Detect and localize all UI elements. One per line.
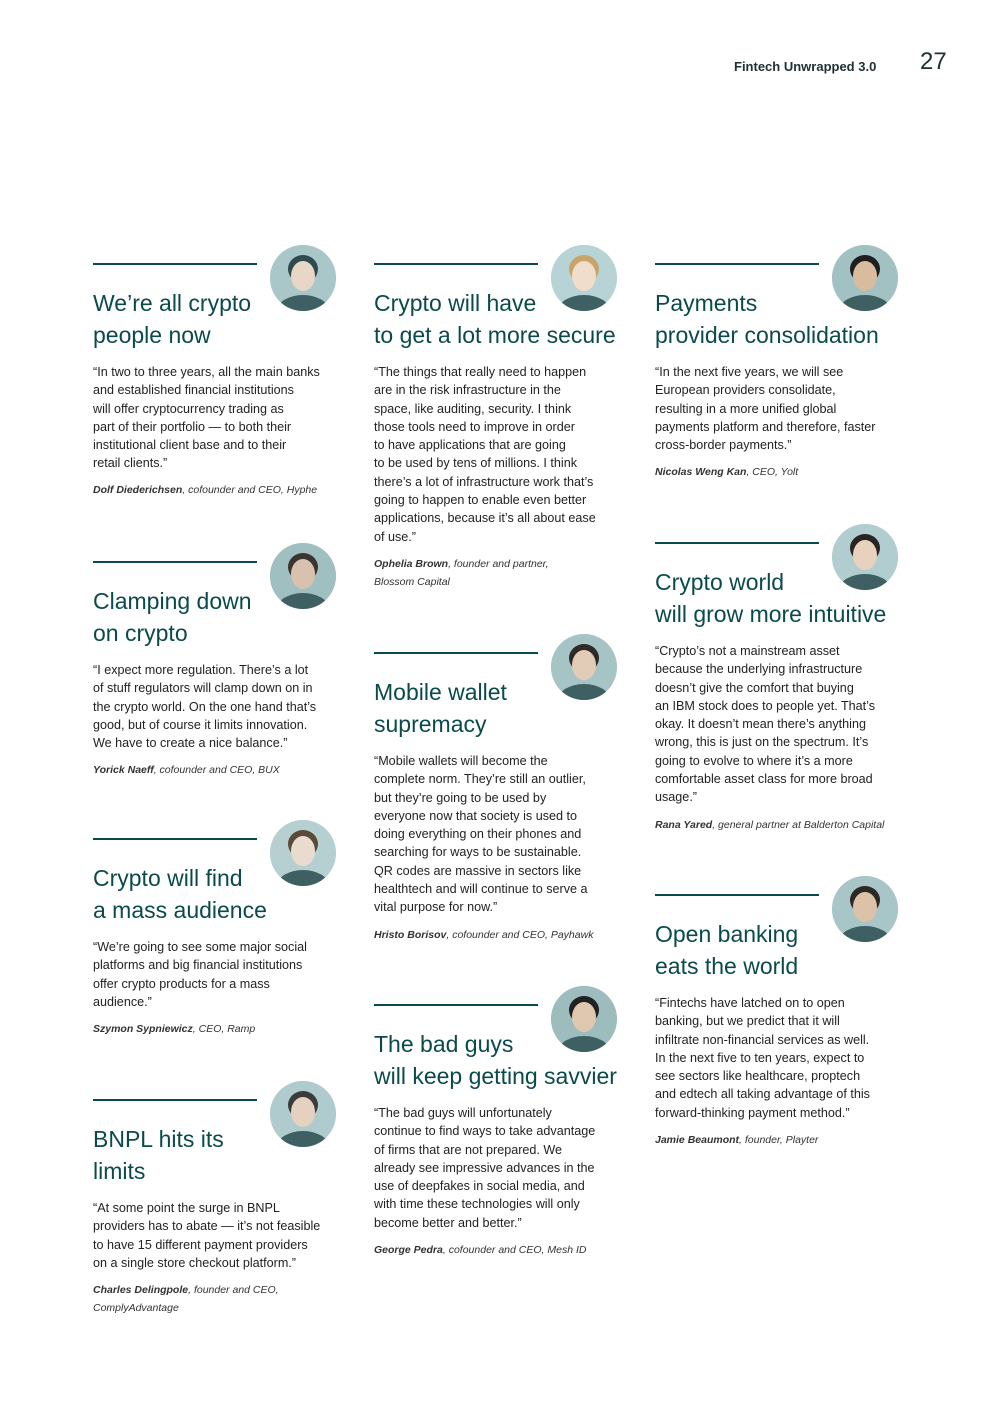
attribution [655, 1131, 901, 1149]
speaker-role: , general partner at Balderton Capital [712, 819, 885, 831]
divider-rule [374, 263, 538, 265]
speaker-name: Charles Delingpole [93, 1284, 189, 1296]
quote-line: payments platform and therefore, faster [655, 419, 876, 434]
header-title: Fintech Unwrapped 3.0 [734, 59, 877, 74]
heading-line: We’re all crypto [93, 290, 252, 316]
divider-rule [655, 894, 819, 896]
heading-line: supremacy [374, 711, 487, 737]
quote-line: “The bad guys will unfortunately [374, 1106, 552, 1120]
card-heading [93, 585, 339, 649]
attribution [93, 1020, 339, 1038]
quote-line: audience.” [93, 994, 152, 1009]
quote-line: “The things that really need to happen [374, 365, 587, 379]
divider-rule [374, 652, 538, 654]
speaker-name: Dolf Diederichsen [93, 484, 183, 496]
quote-line: to be used by tens of millions. I think [374, 456, 578, 471]
speaker-name: Jamie Beaumont [655, 1134, 740, 1146]
quote-text [655, 994, 899, 1122]
quote-line: providers has to abate — it’s not feasible [93, 1219, 321, 1234]
quote-line: offer crypto products for a mass [93, 976, 270, 991]
quote-line: banking, but we predict that it will [655, 1014, 840, 1029]
quote-line: okay. It doesn’t mean there’s anything [655, 717, 866, 732]
attribution [93, 1281, 293, 1318]
divider-rule [93, 561, 257, 563]
quote-line: comfortable asset class for more broad [655, 772, 873, 787]
heading-line: The bad guys [374, 1031, 514, 1057]
speaker-role: , cofounder and CEO, Hyphe [182, 484, 318, 496]
quote-line: on a single store checkout platform.” [93, 1255, 297, 1270]
quote-line: and edtech all taking advantage of this [655, 1087, 870, 1102]
quote-line: In the next five to ten years, expect to [655, 1050, 865, 1065]
speaker-role: , founder and partner, Blossom Capital [374, 558, 549, 589]
quote-text [374, 363, 618, 546]
quote-line: going to evolve to where it’s a more [655, 753, 853, 768]
quote-line: to have applications that are going [374, 438, 566, 453]
speaker-name: Ophelia Brown [374, 558, 449, 570]
quote-text [374, 752, 618, 917]
quote-line: “Fintechs have latched on to open [655, 996, 845, 1010]
quote-line: applications, because it’s all about ease [374, 511, 596, 526]
quote-line: healthtech and will continue to serve a [374, 882, 588, 897]
speaker-name: George Pedra [374, 1244, 443, 1256]
heading-line: will grow more intuitive [655, 601, 887, 627]
divider-rule [655, 263, 819, 265]
divider-rule [374, 1004, 538, 1006]
speaker-name: Hristo Borisov [374, 929, 447, 941]
quote-line: complete norm. They’re still an outlier, [374, 772, 586, 787]
quote-text [374, 1104, 618, 1232]
heading-line: people now [93, 322, 211, 348]
heading-line: Open banking [655, 921, 799, 947]
attribution [374, 555, 574, 592]
quote-line: infiltrate non-financial services as well. [655, 1032, 870, 1047]
quote-line: European providers consolidate, [655, 383, 836, 398]
quote-line: “Crypto’s not a mainstream asset [655, 644, 840, 658]
quote-line: resulting in a more unified global [655, 401, 837, 416]
quote-line: there’s a lot of infrastructure work that’s [374, 474, 594, 489]
quote-line: “I expect more regulation. There’s a lot [93, 663, 309, 677]
quote-line: everyone now that society is used to [374, 808, 578, 823]
speaker-role: , CEO, Ramp [192, 1023, 256, 1035]
quote-text [93, 661, 337, 752]
quote-line: the crypto world. On the one hand that’s [93, 699, 317, 714]
page-number: 27 [920, 48, 947, 75]
divider-rule [655, 542, 819, 544]
card-heading [93, 862, 339, 926]
card-heading [655, 918, 901, 982]
quote-line: forward-thinking payment method.” [655, 1105, 850, 1120]
quote-line: continue to find ways to take advantage [374, 1124, 596, 1139]
speaker-name: Yorick Naeff [93, 764, 154, 776]
heading-line: limits [93, 1158, 146, 1184]
quote-line: with time these technologies will only [374, 1197, 580, 1212]
speaker-name: Nicolas Weng Kan [655, 466, 747, 478]
quote-line: of use.” [374, 529, 416, 544]
quote-line: to have 15 different payment providers [93, 1237, 308, 1252]
quote-line: institutional client base and to their [93, 438, 287, 453]
attribution [655, 816, 915, 834]
quote-line: vital purpose for now.” [374, 900, 498, 915]
quote-line: retail clients.” [93, 456, 168, 471]
heading-line: will keep getting savvier [374, 1063, 617, 1089]
quote-line: use of deepfakes in social media, and [374, 1179, 585, 1194]
quote-line: an IBM stock does to people yet. That’s [655, 698, 876, 713]
speaker-role: , cofounder and CEO, BUX [153, 764, 280, 776]
heading-line: to get a lot more secure [374, 322, 616, 348]
divider-rule [93, 263, 257, 265]
quote-line: of firms that are not prepared. We [374, 1142, 563, 1157]
quote-line: because the underlying infrastructure [655, 662, 863, 677]
quote-line: of stuff regulators will clamp down on in [93, 681, 313, 696]
quote-line: “We’re going to see some major social [93, 940, 307, 954]
speaker-role: , CEO, Yolt [746, 466, 799, 478]
quote-line: QR codes are massive in sectors like [374, 863, 582, 878]
speaker-name: Szymon Sypniewicz [93, 1023, 193, 1035]
heading-line: Payments [655, 290, 758, 316]
quote-line: wrong, this is just on the spectrum. It’s [655, 735, 869, 750]
quote-line: already see impressive advances in the [374, 1160, 595, 1175]
card-heading [93, 287, 339, 351]
card-heading [655, 287, 901, 351]
card-heading [374, 676, 620, 740]
quote-line: “In two to three years, all the main banks [93, 365, 320, 379]
quote-text [93, 1199, 337, 1272]
quote-text [93, 363, 337, 473]
divider-rule [93, 838, 257, 840]
quote-line: but they’re going to be used by [374, 790, 547, 805]
quote-line: and established financial institutions [93, 383, 294, 398]
quote-line: will offer cryptocurrency trading as [93, 401, 284, 416]
quote-line: space, like auditing, security. I think [374, 401, 572, 416]
speaker-role: , founder, Playter [739, 1134, 819, 1146]
attribution [374, 926, 620, 944]
heading-line: on crypto [93, 620, 188, 646]
divider-rule [93, 1099, 257, 1101]
quote-text [93, 938, 337, 1011]
quote-line: those tools need to improve in order [374, 419, 575, 434]
speaker-role: , founder and CEO, ComplyAdvantage [93, 1284, 279, 1315]
quote-line: We have to create a nice balance.” [93, 736, 288, 751]
attribution [374, 1241, 620, 1259]
quote-line: platforms and big financial institutions [93, 958, 303, 973]
quote-line: “In the next five years, we will see [655, 365, 844, 379]
heading-line: Mobile wallet [374, 679, 507, 705]
quote-line: are in the risk infrastructure in the [374, 383, 561, 398]
quote-line: become better and better.” [374, 1215, 522, 1230]
heading-line: a mass audience [93, 897, 267, 923]
quote-line: “At some point the surge in BNPL [93, 1201, 280, 1215]
quote-text [655, 642, 899, 807]
attribution [93, 481, 339, 499]
attribution [93, 761, 339, 779]
heading-line: BNPL hits its [93, 1126, 224, 1152]
quote-line: usage.” [655, 790, 698, 805]
quote-line: good, but of course it limits innovation. [93, 717, 308, 732]
quote-text [655, 363, 899, 454]
card-heading [93, 1123, 339, 1187]
attribution [655, 463, 901, 481]
card-heading [655, 566, 901, 630]
heading-line: Crypto will have [374, 290, 537, 316]
quote-line: searching for ways to be sustainable. [374, 845, 582, 860]
card-heading [374, 1028, 620, 1092]
heading-line: eats the world [655, 953, 799, 979]
speaker-name: Rana Yared [655, 819, 713, 831]
quote-line: see sectors like healthcare, proptech [655, 1069, 861, 1084]
speaker-role: , cofounder and CEO, Mesh ID [442, 1244, 587, 1256]
quote-line: doesn’t give the comfort that buying [655, 680, 854, 695]
card-heading [374, 287, 620, 351]
heading-line: Crypto will find [93, 865, 243, 891]
speaker-role: , cofounder and CEO, Payhawk [446, 929, 594, 941]
quote-line: going to happen to enable even better [374, 493, 587, 508]
quote-line: doing everything on their phones and [374, 827, 582, 842]
quote-line: “Mobile wallets will become the [374, 754, 548, 768]
heading-line: Clamping down [93, 588, 252, 614]
heading-line: provider consolidation [655, 322, 879, 348]
quote-line: cross-border payments.” [655, 438, 792, 453]
heading-line: Crypto world [655, 569, 785, 595]
quote-line: part of their portfolio — to both their [93, 419, 292, 434]
